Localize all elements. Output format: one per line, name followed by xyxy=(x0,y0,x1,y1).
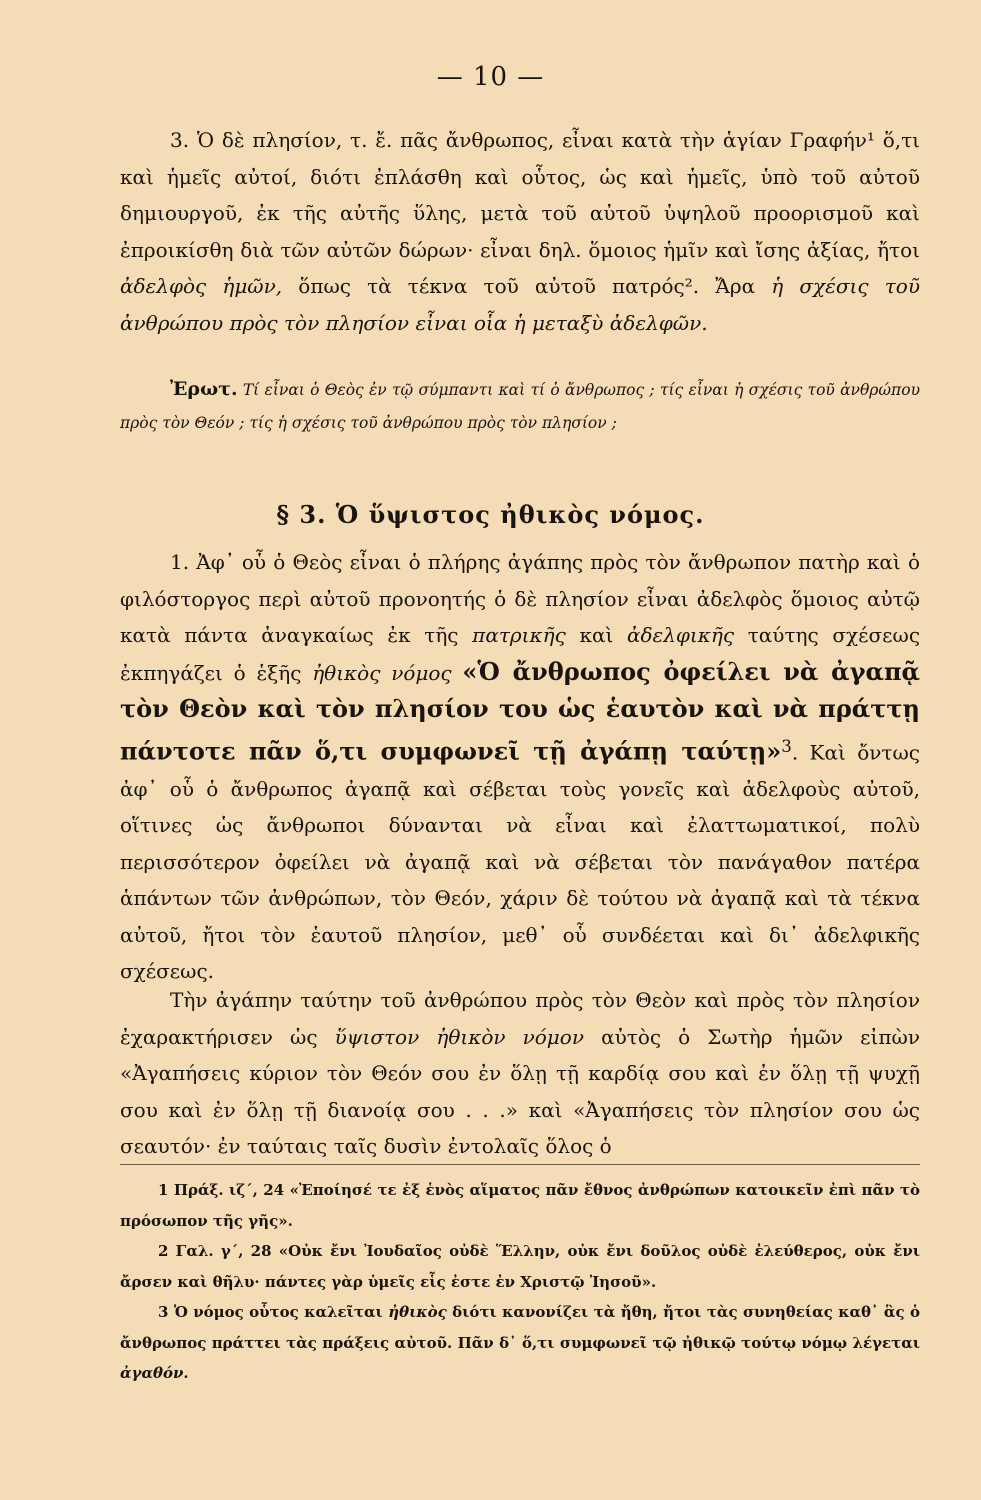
footnote-2: 2 Γαλ. γ΄, 28 «Οὐκ ἔνι Ἰουδαῖος οὐδὲ Ἕλλην, οὐκ ἔνι δοῦλος οὐδὲ ἐλεύθερος, οὐκ ἔνι ἄρσεν καὶ θῆλυ· πάντες γὰρ ὑμεῖς εἷς ἐστε ἐν Χριστῷ Ἰησοῦ». xyxy=(120,1242,920,1291)
footnote xyxy=(120,1175,920,1236)
moral-law-statement: «Ὁ ἄνθρωπος ὀφείλει νὰ ἀγαπᾷ τὸν Θεὸν καὶ τὸν πλησίον του ὡς ἑαυτὸν καὶ νὰ πράττῃ πάντοτε πᾶν ὅ,τι συμφωνεῖ τῇ ἀγάπῃ ταύτῃ» xyxy=(120,656,920,766)
review-question xyxy=(120,373,920,440)
footnote-3a: 3 Ὁ νόμος οὗτος καλεῖται xyxy=(158,1303,383,1321)
question-label: Ἐρωτ. xyxy=(170,378,238,400)
section-title: § 3. Ὁ ὕψιστος ἠθικὸς νόμος. xyxy=(276,500,705,529)
question-text: Τί εἶναι ὁ Θεὸς ἐν τῷ σύμπαντι καὶ τί ὁ ἄνθρωπος ; τίς εἶναι ἡ σχέσις τοῦ ἀνθρώπου πρὸς τὸν Θεόν ; τίς ἡ σχέσις τοῦ ἀνθρώπου πρὸς τὸν πλησίον ; xyxy=(120,381,921,432)
footnote-3b: διότι κανονίζει τὰ ἤθη, ἤτοι τὰς συνηθείας καθ᾽ ἃς ὁ ἄνθρωπος πράττει τὰς πράξεις αὐτοῦ. Πᾶν δ᾽ ὅ,τι συμφωνεῖ τῷ ἠθικῷ τούτῳ νόμῳ λέγεται xyxy=(120,1303,920,1352)
footnote xyxy=(120,1236,920,1297)
footnote xyxy=(120,1297,920,1389)
para1-text: 3. Ὁ δὲ πλησίον, τ. ἔ. πᾶς ἄνθρωπος, εἶναι κατὰ τὴν ἁγίαν Γραφήν¹ ὅ,τι καὶ ἡμεῖς αὐτοί, διότι ἐπλάσθη καὶ οὗτος, ὡς καὶ ἡμεῖς, ὑπὸ τοῦ αὐτοῦ δημιουργοῦ, ἐκ τῆς αὐτῆς ὕλης, μετὰ τοῦ αὐτοῦ ὑψηλοῦ προορισμοῦ καὶ ἐπροικίσθη διὰ τῶν αὐτῶν δώρων· εἶναι δηλ. ὅμοιος ἡμῖν καὶ ἴσης ἀξίας, ἤτοι xyxy=(120,128,920,262)
para3-b: αὐτὸς ὁ Σωτὴρ ἡμῶν εἰπὼν «Ἀγαπήσεις κύριον τὸν Θεόν σου ἐν ὅλῃ τῇ καρδίᾳ σου καὶ ἐν ὅλῃ τῇ ψυχῇ σου καὶ ἐν ὅλῃ τῇ διανοίᾳ σου . . .» καὶ «Ἀγαπήσεις τὸν πλησίον σου ὡς σεαυτόν· ἐν ταύταις ταῖς δυσὶν ἐντολαῖς ὅλος ὁ xyxy=(120,1024,920,1158)
para2-italic-1: πατρικῆς xyxy=(472,623,566,647)
paragraph-moral-law xyxy=(120,544,920,990)
para1-italic-2: ἡ σχέσις τοῦ ἀνθρώπου πρὸς τὸν πλησίον εἶναι οἷα ἡ μεταξὺ ἀδελφῶν. xyxy=(120,274,920,335)
footnote-ref: 3 xyxy=(781,736,792,756)
footnote-3-italic: ἠθικὸς xyxy=(388,1303,447,1321)
page-number: — 10 — xyxy=(436,62,545,92)
para2-a: 1. Ἀφ᾽ οὗ ὁ Θεὸς εἶναι ὁ πλήρης ἀγάπης πρὸς τὸν ἄνθρωπον πατὴρ καὶ ὁ φιλόστοργος περὶ αὐτοῦ προνοητής ὁ δὲ πλησίον εἶναι ἀδελφὸς ὅμοιος αὐτῷ κατὰ πάντα ἀναγκαίως ἐκ τῆς xyxy=(120,550,920,647)
para2-italic-3: ἠθικὸς νόμος xyxy=(312,660,452,685)
footnote-3-italic-2: ἀγαθόν. xyxy=(120,1364,189,1382)
para2-d: . Καὶ ὄντως ἀφ᾽ οὗ ὁ ἄνθρωπος ἀγαπᾷ καὶ σέβεται τοὺς γονεῖς καὶ ἀδελφοὺς αὐτοῦ, οἵτινες ὡς ἄνθρωποι δύνανται νὰ εἶναι καὶ ἐλαττωματικοί, πολὺ περισσότερον ὀφείλει νὰ ἀγαπᾷ καὶ νὰ σέβεται τὸν πανάγαθον πατέρα ἁπάντων τῶν ἀνθρώπων, τὸν Θεόν, χάριν δὲ τούτου νὰ ἀγαπᾷ καὶ τὰ τέκνα αὐτοῦ, ἤτοι τὸν ἑαυτοῦ πλησίον, μεθ᾽ οὗ συνδέεται καὶ δι᾽ ἀδελφικῆς σχέσεως. xyxy=(120,740,920,984)
para2-italic-2: ἀδελφικῆς xyxy=(626,623,735,647)
paragraph-neighbor xyxy=(120,122,920,341)
paragraph-highest-law xyxy=(120,982,920,1165)
para2-b: καὶ xyxy=(579,623,614,647)
para1-cont: ὅπως τὰ τέκνα τοῦ αὐτοῦ πατρός². Ἄρα xyxy=(298,274,756,298)
para1-italic: ἀδελφὸς ἡμῶν, xyxy=(120,274,283,298)
footnote-1: 1 Πράξ. ιζ΄, 24 «Ἐποίησέ τε ἐξ ἑνὸς αἵματος πᾶν ἔθνος ἀνθρώπων κατοικεῖν ἐπὶ πᾶν τὸ πρόσωπον τῆς γῆς». xyxy=(120,1181,920,1230)
para2-c: ταύτης σχέσεως ἐκπηγάζει ὁ ἑξῆς xyxy=(120,623,921,685)
para3-italic: ὕψιστον ἠθικὸν νόμον xyxy=(334,1024,584,1049)
footnote-divider xyxy=(120,1164,920,1165)
footnotes xyxy=(120,1175,920,1389)
para3-a: Τὴν ἀγάπην ταύτην τοῦ ἀνθρώπου πρὸς τὸν Θεὸν καὶ πρὸς τὸν πλησίον ἐχαρακτήρισεν ὡς xyxy=(120,988,920,1049)
